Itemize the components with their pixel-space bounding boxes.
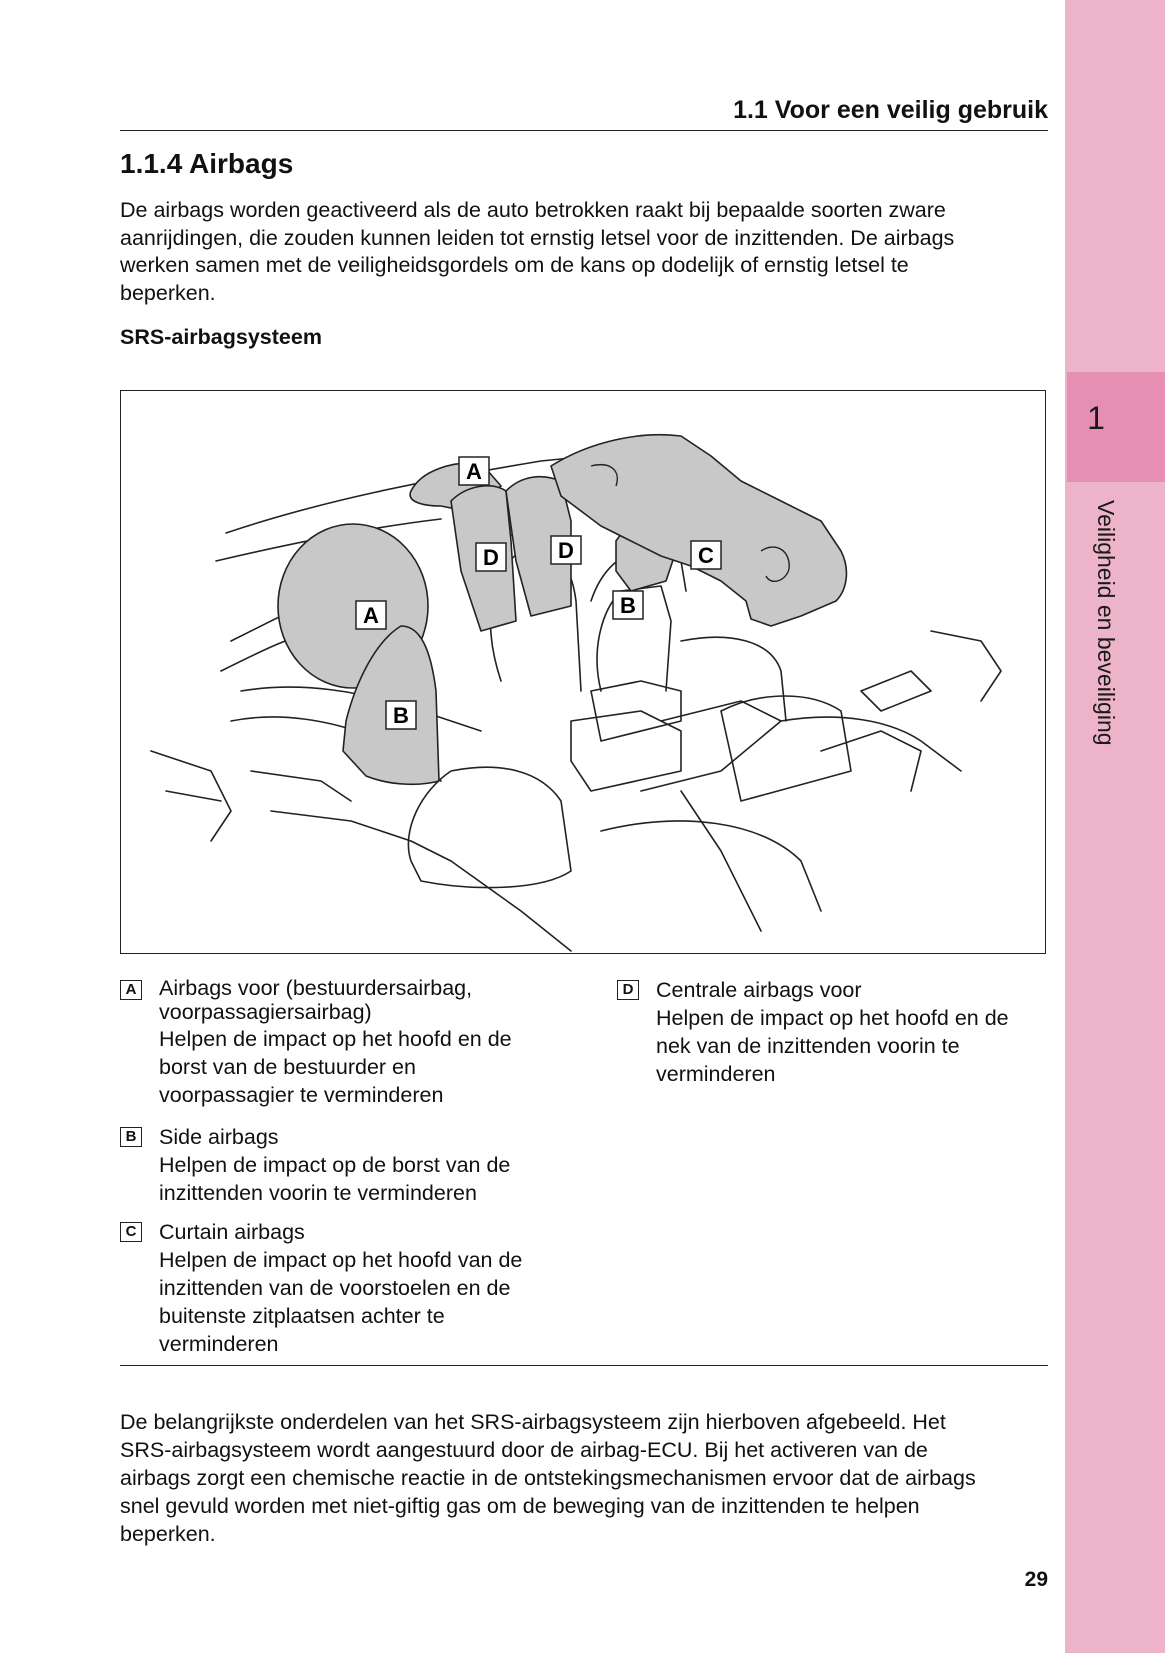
subheading: SRS-airbagsysteem xyxy=(120,325,322,349)
page-number: 29 xyxy=(1024,1568,1048,1591)
intro-line: De airbags worden geactiveerd als de auto betrokken raakt bij bepaalde soorten zware xyxy=(120,198,946,222)
legend-desc-line: inzittenden voorin te verminderen xyxy=(159,1181,477,1205)
chapter-sidebar xyxy=(1065,0,1165,1653)
callout-a-driver xyxy=(356,601,386,629)
legend-name xyxy=(159,976,472,1024)
legend-desc-line: buitenste zitplaatsen achter te xyxy=(159,1304,445,1328)
callout-b-passenger xyxy=(613,591,643,619)
legend-key-badge: D xyxy=(617,980,639,1000)
legend-desc-line: Helpen de impact op het hoofd van de xyxy=(159,1248,523,1272)
legend-name: Curtain airbags xyxy=(159,1220,305,1244)
summary-paragraph xyxy=(120,1408,1055,1548)
chapter-title: Veiligheid en beveiliging xyxy=(1093,500,1119,746)
legend-name-line: voorpassagiersairbag) xyxy=(159,1000,372,1024)
callout-label: A xyxy=(466,459,482,484)
callout-label: B xyxy=(620,593,636,618)
legend-desc xyxy=(159,1246,522,1358)
legend-desc xyxy=(656,1004,1009,1088)
legend-desc-line: verminderen xyxy=(656,1062,776,1086)
legend-name-line: Airbags voor (bestuurdersairbag, xyxy=(159,976,473,1000)
airbag-illustration xyxy=(120,390,1046,954)
intro-paragraph xyxy=(120,197,1040,307)
intro-line: aanrijdingen, die zouden kunnen leiden tot ernstig letsel voor de inzittenden. De airbags xyxy=(120,225,955,250)
callout-d-right xyxy=(551,536,581,564)
legend-desc-line: Helpen de impact op het hoofd en de xyxy=(159,1027,512,1051)
callout-b-driver xyxy=(386,701,416,729)
car-interior-drawing xyxy=(121,391,1047,955)
callout-c-curtain xyxy=(691,541,721,569)
callout-label: A xyxy=(363,603,379,628)
intro-line: beperken. xyxy=(120,280,216,305)
chapter-number: 1 xyxy=(1087,400,1105,436)
callout-label: C xyxy=(698,543,714,568)
legend-key-badge: A xyxy=(120,980,142,1000)
legend-desc xyxy=(159,1151,510,1207)
summary-line: airbags zorgt een chemische reactie in de ontstekingsmechanismen ervoor dat de airbags xyxy=(120,1466,976,1490)
legend-desc-line: nek van de inzittenden voorin te xyxy=(656,1034,960,1058)
callout-label: D xyxy=(483,545,499,570)
legend-desc xyxy=(159,1025,512,1109)
legend-desc-line: Helpen de impact op de borst van de xyxy=(159,1153,511,1177)
running-header: 1.1 Voor een veilig gebruik xyxy=(733,96,1048,124)
summary-line: snel gevuld worden met niet-giftig gas om de beweging van de inzittenden te helpen xyxy=(120,1494,920,1518)
legend-desc-line: inzittenden van de voorstoelen en de xyxy=(159,1276,511,1300)
callout-d-left xyxy=(476,543,506,571)
legend-name: Side airbags xyxy=(159,1125,279,1149)
legend-key-badge: C xyxy=(120,1222,142,1242)
header-divider xyxy=(120,130,1048,131)
callout-label: D xyxy=(558,538,574,563)
summary-line: SRS-airbagsysteem wordt aangestuurd door de airbag-ECU. Bij het activeren van de xyxy=(120,1438,928,1462)
legend-desc-line: borst van de bestuurder en xyxy=(159,1055,416,1079)
legend-desc-line: voorpassagier te verminderen xyxy=(159,1083,444,1107)
summary-line: beperken. xyxy=(120,1522,216,1546)
legend-divider xyxy=(120,1365,1048,1366)
callout-a-passenger xyxy=(459,457,489,485)
intro-line: werken samen met de veiligheidsgordels om de kans op dodelijk of ernstig letsel te xyxy=(120,253,909,277)
legend-desc-line: Helpen de impact op het hoofd en de xyxy=(656,1006,1009,1030)
section-title: 1.1.4 Airbags xyxy=(120,148,294,179)
summary-line: De belangrijkste onderdelen van het SRS-airbagsysteem zijn hierboven afgebeeld. Het xyxy=(120,1410,946,1434)
legend-name: Centrale airbags voor xyxy=(656,978,862,1002)
legend-desc-line: verminderen xyxy=(159,1332,279,1356)
callout-label: B xyxy=(393,703,409,728)
curtain-airbag xyxy=(551,435,846,626)
legend-key-badge: B xyxy=(120,1127,142,1147)
